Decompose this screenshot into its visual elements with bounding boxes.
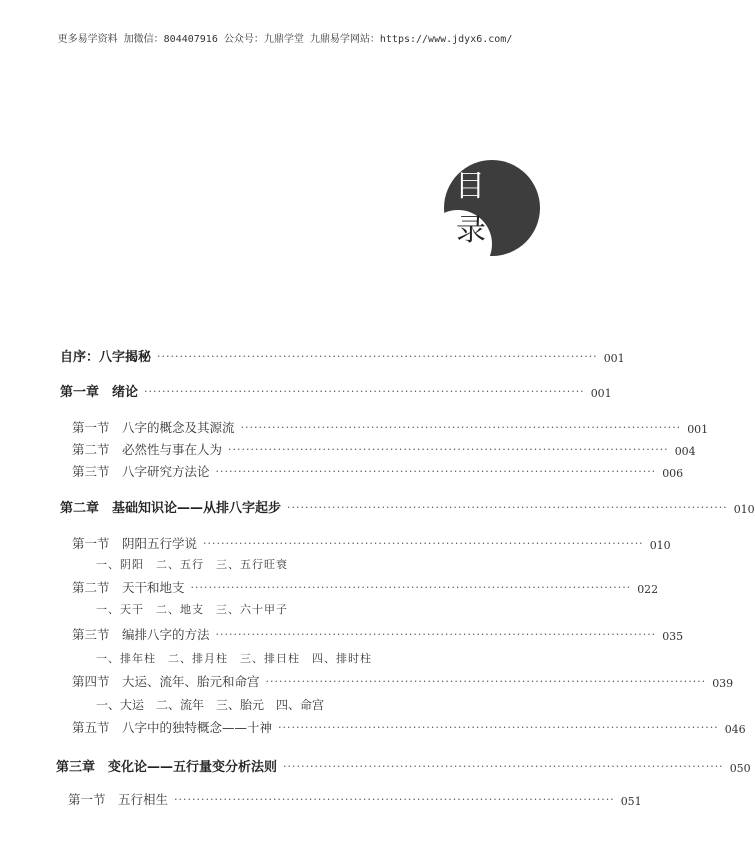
toc-entry-page: 035 (662, 630, 684, 643)
toc-entry-label: 第二章 基础知识论——从排八字起步 (60, 501, 282, 516)
dot-leader: ·································································································· (215, 628, 657, 641)
toc-entry-label: 第四节 大运、流年、胎元和命宫 (72, 674, 260, 689)
toc-entry-ch1-section-3[interactable] (72, 462, 684, 480)
toc-entry-page: 004 (674, 445, 696, 458)
toc-entry-label: 第三节 八字研究方法论 (72, 464, 210, 479)
dot-leader: ·································································································· (190, 581, 632, 594)
dot-leader: ·································································································· (144, 385, 585, 398)
toc-entry-label: 第二节 必然性与事在人为 (72, 442, 223, 457)
toc-entry-ch2-section-3[interactable] (72, 625, 684, 643)
toc-entry-ch2-section-2[interactable] (72, 578, 659, 596)
toc-entry-page: 022 (637, 583, 659, 596)
toc-title-char-lu: 录 (456, 213, 486, 248)
toc-entry-ch2-section-5[interactable] (72, 718, 746, 736)
dot-leader: ·································································································· (287, 501, 728, 514)
toc-subtopics-ch2-s3: 一、排年柱 二、排月柱 三、排日柱 四、排时柱 (96, 652, 372, 665)
toc-entry-page: 039 (712, 677, 734, 690)
page-header-watermark: 更多易学资料 加微信：804407916 公众号：九鼎学堂 九鼎易学网站：https://www.jdyx6.com/ (57, 34, 513, 45)
dot-leader: ·································································································· (174, 793, 615, 806)
toc-title-char-mu: 目 (455, 169, 485, 204)
toc-subtopics-ch2-s2: 一、天干 二、地支 三、六十甲子 (96, 603, 288, 616)
dot-leader: ·································································································· (265, 675, 707, 688)
toc-entry-page: 001 (687, 423, 709, 436)
toc-entry-chapter-3[interactable] (56, 756, 751, 775)
dot-leader: ·································································································· (215, 465, 657, 478)
toc-entry-label: 第二节 天干和地支 (72, 580, 185, 595)
toc-entry-label: 第一节 阴阳五行学说 (72, 536, 198, 551)
dot-leader: ·································································································· (157, 350, 598, 363)
toc-entry-chapter-2[interactable] (60, 497, 755, 516)
dot-leader: ·································································································· (283, 760, 724, 773)
toc-entry-ch3-section-1[interactable] (68, 790, 642, 808)
toc-entry-page: 050 (729, 762, 751, 775)
toc-entry-ch1-section-2[interactable] (72, 440, 696, 458)
toc-entry-page: 001 (603, 352, 625, 365)
toc-entry-page: 001 (590, 387, 612, 400)
toc-subtopics-ch2-s1: 一、阴阳 二、五行 三、五行旺衰 (96, 558, 288, 571)
toc-entry-page: 051 (620, 795, 642, 808)
dot-leader: ·································································································· (228, 443, 669, 456)
toc-entry-page: 046 (724, 723, 746, 736)
toc-entry-label: 第一章 绪论 (60, 385, 139, 400)
toc-entry-page: 010 (649, 539, 671, 552)
dot-leader: ·································································································· (203, 537, 644, 550)
toc-entry-ch2-section-4[interactable] (72, 672, 734, 690)
toc-entry-label: 第三章 变化论——五行量变分析法则 (56, 760, 278, 775)
toc-entry-page: 010 (733, 503, 755, 516)
toc-subtopics-ch2-s4: 一、大运 二、流年 三、胎元 四、命宫 (96, 698, 325, 712)
toc-entry-label: 第一节 五行相生 (68, 792, 169, 807)
toc-entry-page: 006 (662, 467, 684, 480)
dot-leader: ·································································································· (278, 721, 719, 734)
toc-entry-chapter-1[interactable] (60, 381, 612, 400)
toc-entry-ch2-section-1[interactable] (72, 534, 671, 552)
toc-entry-label: 第一节 八字的概念及其源流 (72, 420, 235, 435)
toc-entry-ch1-section-1[interactable] (72, 418, 709, 436)
toc-entry-label: 第三节 编排八字的方法 (72, 627, 210, 642)
toc-entry-label: 自序：八字揭秘 (60, 350, 152, 365)
dot-leader: ·································································································· (240, 421, 682, 434)
toc-entry-preface[interactable] (60, 346, 625, 365)
toc-entry-label: 第五节 八字中的独特概念——十神 (72, 720, 273, 735)
